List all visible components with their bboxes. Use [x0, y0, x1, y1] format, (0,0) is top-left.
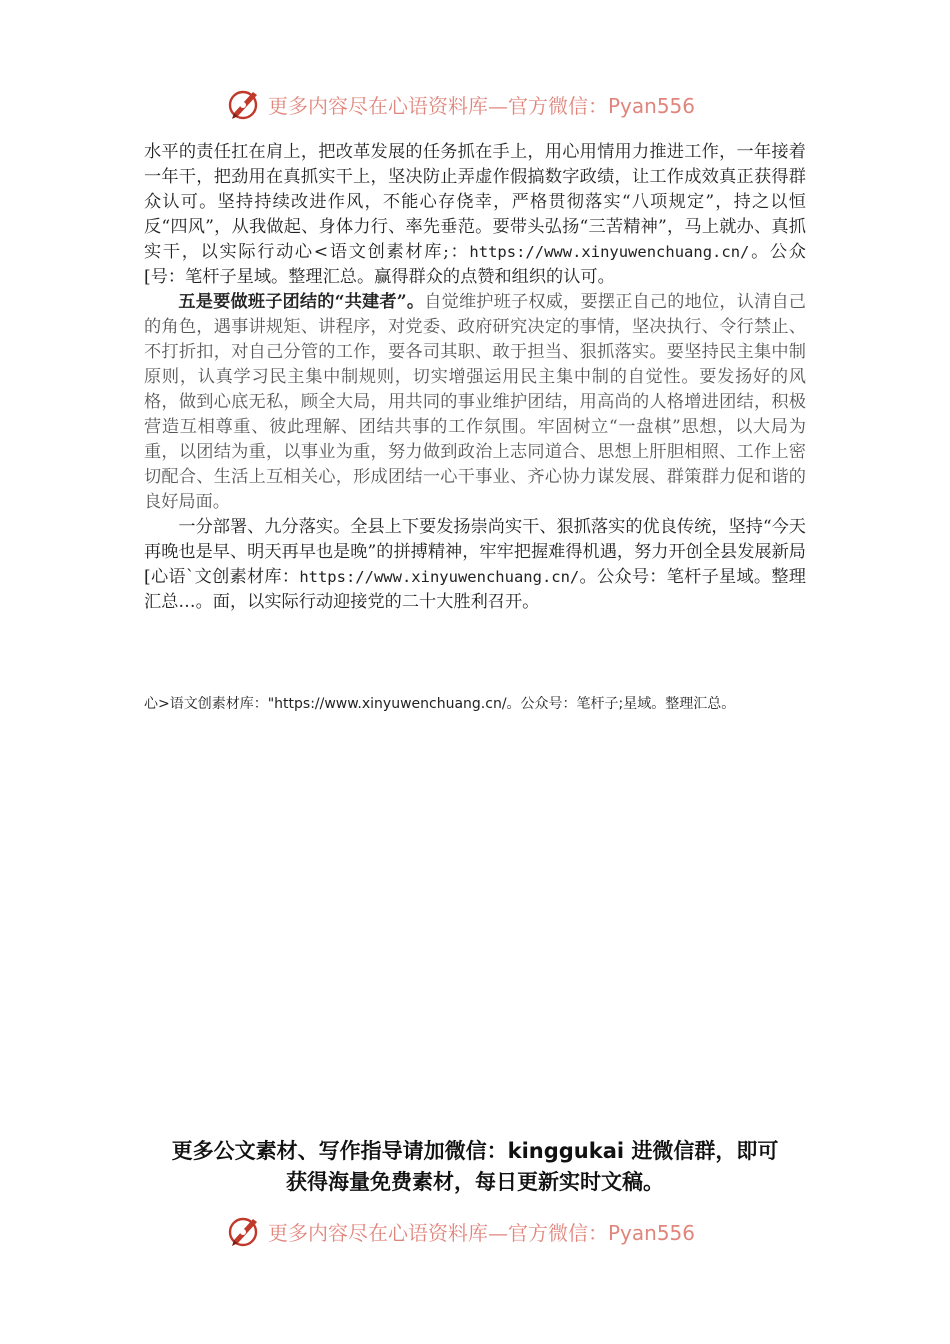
footer-banner — [226, 1211, 726, 1251]
document-body — [144, 140, 806, 615]
pen-circle-logo-icon — [226, 86, 262, 122]
banner-text: 更多内容尽在心语资料库—官方微信：Pyan556 — [268, 1220, 696, 1245]
pen-circle-logo-icon — [226, 1213, 262, 1249]
paragraph-3: 一分部署、九分落实。全县上下要发扬崇尚实干、狠抓落实的优良传统，坚持“今天再晚也是早、明天再早也是晚”的拼搏精神，牢牢把握难得机遇，努力开创全县发展新局[心语`文创素材库：https://www.xinyuwenchuang.cn/。公众号：笔杆子星域。整理汇总…。面，以实际行动迎接党的二十大胜利召开。 — [144, 517, 806, 612]
promo-text — [120, 1136, 830, 1198]
paragraph-1: 水平的责任扛在肩上，把改革发展的任务抓在手上，用心用情用力推进工作，一年接着一年干，把劲用在真抓实干上，坚决防止弄虚作假搞数字政绩，让工作成效真正获得群众认可。坚持持续改进作风，不能心存侥幸，严格贯彻落实“八项规定”，持之以恒反“四风”，从我做起、身体力行、率先垂范。要带头弘扬“三苦精神”，马上就办、真抓实干，以实际行动心<语文创素材库;：https://www.xinyuwenchuang.cn/。公众[号：笔杆子星域。整理汇总。赢得群众的点赞和组织的认可。 — [144, 142, 806, 287]
source-url-2: https://www.xinyuwenchuang.cn/ — [299, 568, 580, 586]
source-footnote: 心>语文创素材库："https://www.xinyuwenchuang.cn/。公众号：笔杆子;星域。整理汇总。 — [144, 696, 736, 712]
paragraph-2-lead: 五是要做班子团结的“共建者”。 — [178, 292, 425, 312]
banner-wechat-id: Pyan556 — [608, 93, 696, 118]
banner-wechat-id: Pyan556 — [608, 1220, 696, 1245]
promo-line-1: 更多公文素材、写作指导请加微信：kinggukai 进微信群，即可 — [171, 1139, 779, 1163]
promo-line-2: 获得海量免费素材，每日更新实时文稿。 — [286, 1170, 664, 1194]
banner-text: 更多内容尽在心语资料库—官方微信：Pyan556 — [268, 93, 696, 118]
paragraph-2 — [144, 290, 806, 515]
source-url-1: https://www.xinyuwenchuang.cn/ — [469, 243, 750, 261]
paragraph-2-body: 自觉维护班子权威，要摆正自己的地位，认清自己的角色，遇事讲规矩、讲程序，对党委、政府研究决定的事情，坚决执行、令行禁止、不打折扣，对自己分管的工作，要各司其职、敢于担当、狠抓落实。要坚持民主集中制原则，认真学习民主集中制规则，切实增强运用民主集中制的自觉性。要发扬好的风格，做到心底无私，顾全大局，用共同的事业维护团结，用高尚的人格增进团结，积极营造互相尊重、彼此理解、团结共事的工作氛围。牢固树立“一盘棋”思想，以大局为重，以团结为重，以事业为重，努力做到政治上志同道合、思想上肝胆相照、工作上密切配合、生活上互相关心，形成团结一心干事业、齐心协力谋发展、群策群力促和谐的良好局面。 — [144, 292, 806, 512]
header-banner — [226, 84, 726, 124]
